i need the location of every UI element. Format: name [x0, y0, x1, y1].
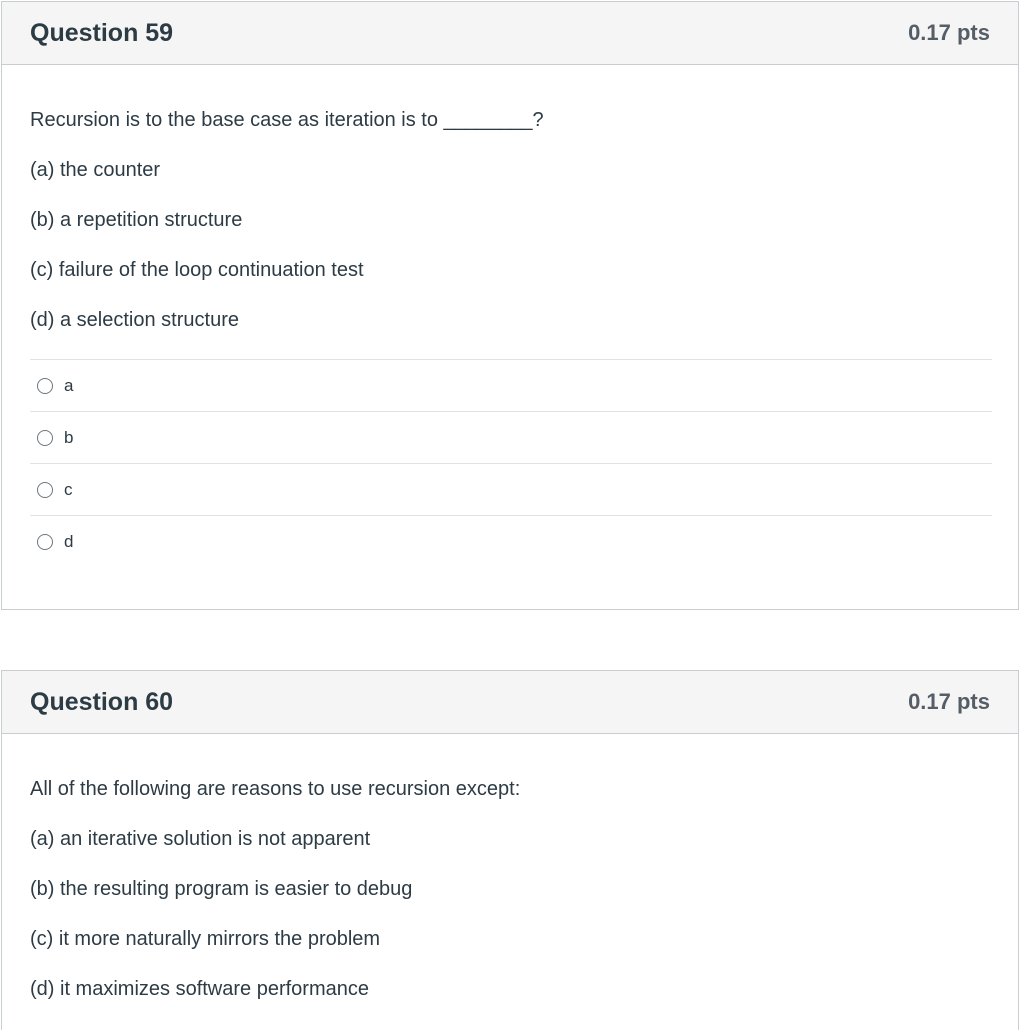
option-text-d: (d) a selection structure — [30, 309, 239, 331]
question-60-card — [1, 670, 1019, 1030]
option-text-c: (c) it more naturally mirrors the problem — [30, 928, 381, 950]
question-prompt: All of the following are reasons to use recursion except: — [30, 778, 521, 800]
option-text-d: (d) it maximizes software performance — [30, 978, 369, 1000]
question-prompt: Recursion is to the base case as iteration is to ________? — [30, 109, 544, 131]
question-points: 0.17 pts — [908, 689, 990, 714]
answer-label-a[interactable]: a — [64, 375, 74, 395]
question-header — [2, 671, 1018, 734]
question-points: 0.17 pts — [908, 20, 990, 45]
answer-option-b[interactable] — [30, 412, 992, 464]
answer-label-d[interactable]: d — [64, 532, 74, 551]
option-text-a: (a) the counter — [30, 159, 161, 181]
answer-option-d[interactable] — [30, 516, 992, 568]
option-text-b: (b) the resulting program is easier to debug — [30, 878, 413, 900]
question-59-card — [1, 1, 1019, 610]
radio-button-b[interactable] — [37, 430, 53, 446]
answer-option-a[interactable] — [30, 360, 992, 412]
answer-list — [30, 359, 992, 568]
option-text-b: (b) a repetition structure — [30, 209, 243, 231]
radio-button-a[interactable] — [37, 378, 53, 394]
radio-button-d[interactable] — [37, 534, 53, 550]
question-header — [2, 2, 1018, 65]
question-title: Question 59 — [30, 18, 174, 47]
question-body — [2, 65, 1018, 568]
question-title: Question 60 — [30, 687, 174, 716]
option-text-c: (c) failure of the loop continuation test — [30, 259, 364, 281]
answer-label-b[interactable]: b — [64, 427, 74, 447]
answer-label-c[interactable]: c — [64, 479, 73, 499]
option-text-a: (a) an iterative solution is not apparent — [30, 828, 371, 850]
question-body — [2, 734, 1018, 1001]
radio-button-c[interactable] — [37, 482, 53, 498]
answer-option-c[interactable] — [30, 464, 992, 516]
